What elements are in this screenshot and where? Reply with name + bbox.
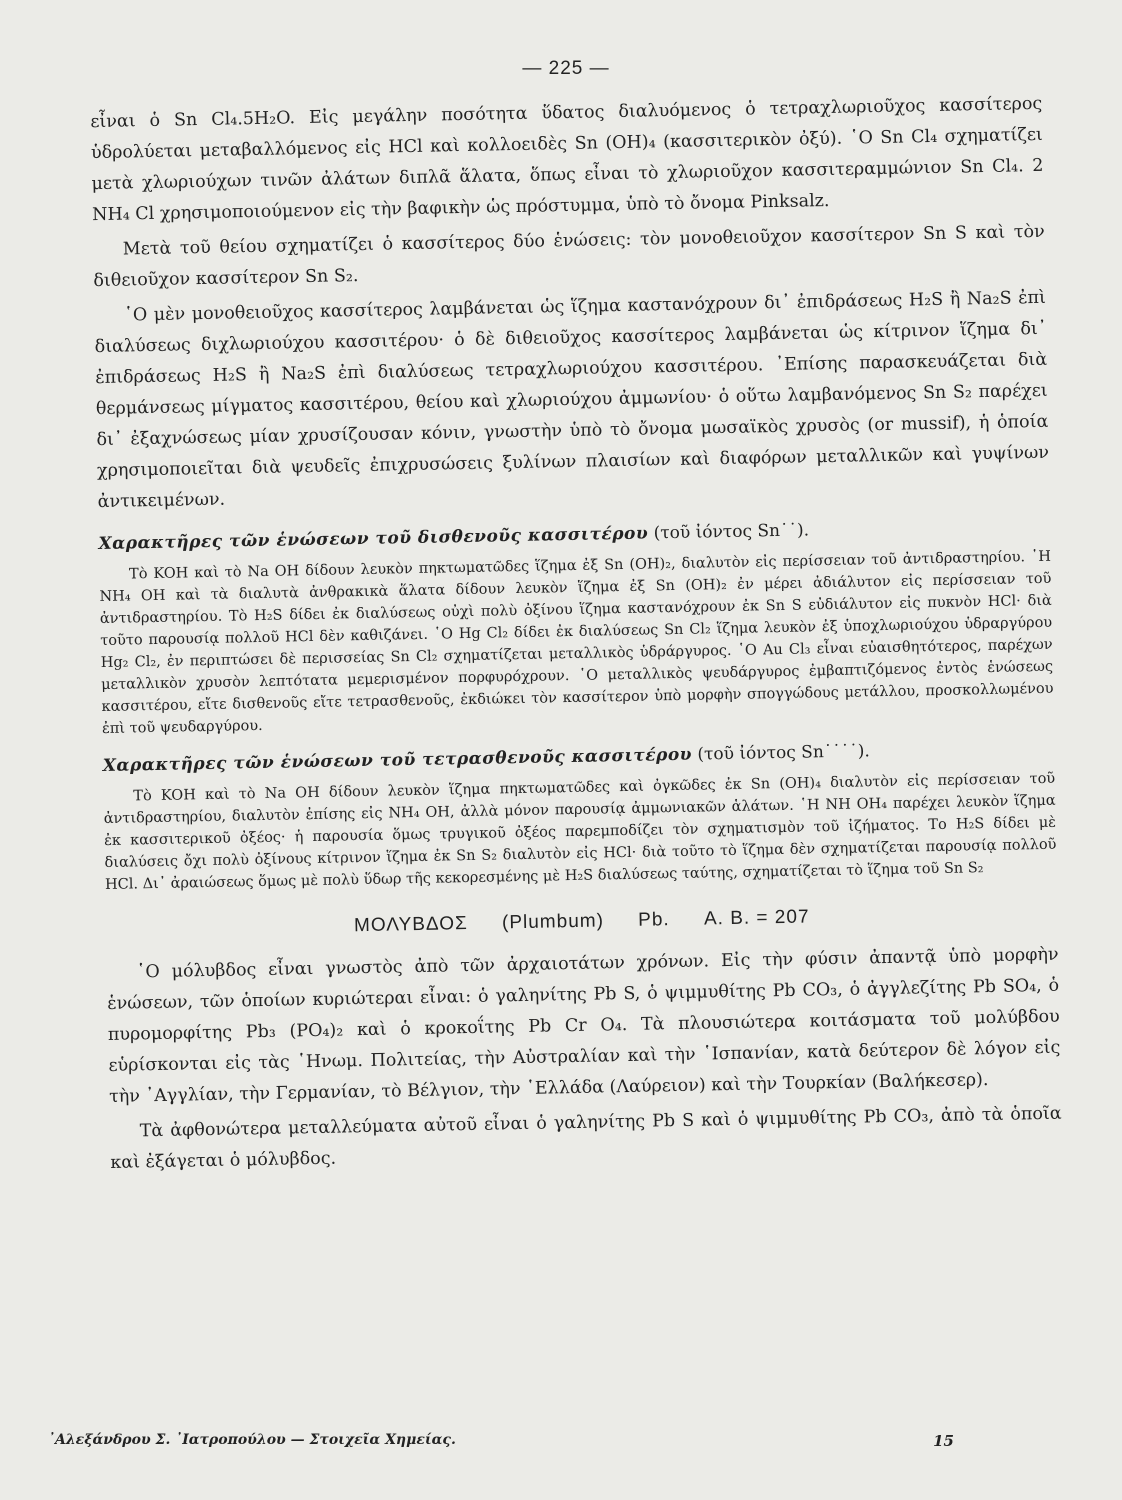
section-heading-ion: (τοῦ ἰόντος Sn˙˙˙˙). bbox=[697, 741, 871, 765]
footer-author: ᾿Αλεξάνδρου Σ. ᾿Ιατροπούλου — Στοιχεῖα Χημείας. bbox=[48, 1432, 456, 1448]
section-heading-text: Χαρακτῆρες τῶν ἑνώσεων τοῦ δισθενοῦς κασσιτέρου bbox=[98, 523, 649, 555]
section-heading-ion: (τοῦ ἰόντος Sn˙˙). bbox=[653, 520, 810, 544]
signature-mark: 15 bbox=[933, 1432, 954, 1450]
element-symbol: Pb. bbox=[638, 909, 670, 931]
page-footer bbox=[48, 1432, 954, 1450]
paragraph: εἶναι ὁ Sn Cl₄.5H₂O. Εἰς μεγάλην ποσότητα ὕδατος διαλυόμενος ὁ τετραχλωριοῦχος κασσίτερος ὑδρολύεται μεταβαλλόμενος εἰς HCl καὶ κολλοειδὲς Sn (OH)₄ (κασσιτερικὸν ὀξύ). ῾Ο Sn Cl₄ σχηματίζει μετὰ χλωριούχων τινῶν ἀλάτων διπλᾶ ἅλατα, ὅπως εἶναι τὸ χλωριοῦχον κασσιτεραμμώνιον Sn Cl₄. 2 NH₄ Cl χρησιμοποιούμενον εἰς τὴν βαφικὴν ὡς πρόστυμμα, ὑπὸ τὸ ὄνομα Pinksalz. bbox=[90, 93, 1044, 226]
element-name: ΜΟΛΥΒΔΟΣ bbox=[353, 913, 468, 937]
section-text: Τὸ KOH καὶ τὸ Na OH δίδουν λευκὸν ἵζημα πηκτωματῶδες καὶ ὀγκῶδες ἐκ Sn (OH)₄ διαλυτὸν εἰς περίσσειαν τοῦ ἀντιδραστηρίου, διαλυτὸν ἐπίσης εἰς NH₄ OH, ἀλλὰ μόνον παρουσίᾳ ἀμμωνιακῶν ἁλάτων. ῾Η NH OH₄ παρέχει λευκὸν ἵζημα ἐκ κασσιτερικοῦ ὀξέος· ἡ παρουσία ὅμως τρυγικοῦ ὀξέος παρεμποδίζει τὸν σχηματισμὸν τοῦ ἰζήματος. Το H₂S δίδει μὲ διαλύσεις ὄχι πολὺ ὀξίνους κίτρινον ἵζημα ἐκ Sn S₂ διαλυτὸν εἰς HCl· διὰ τοῦτο τὸ ἵζημα δὲν σχηματίζεται παρουσίᾳ πολλοῦ HCl. Δι᾿ ἀραιώσεως ὅμως μὲ πολὺ ὕδωρ τῆς κεκορεσμένης μὲ H₂S διαλύσεως ταύτης, σχηματίζεται τὸ ἵζημα τοῦ Sn S₂ bbox=[103, 770, 1057, 893]
paragraph: ῾Ο μόλυβδος εἶναι γνωστὸς ἀπὸ τῶν ἀρχαιοτάτων χρόνων. Εἰς τὴν φύσιν ἀπαντᾷ ὑπὸ μορφὴν ἑνώσεων, τῶν ὁποίων κυριώτεραι εἶναι: ὁ γαληνίτης Pb S, ὁ ψιμμυθίτης Pb CO₃, ὁ ἀγγλεζίτης Pb SO₄, ὁ πυρομορφίτης Pb₃ (PO₄)₂ καὶ ὁ κροκοΐτης Pb Cr O₄. Τὰ πλουσιώτερα κοιτάσματα τοῦ μολύβδου εὑρίσκονται εἰς τὰς ῾Ηνωμ. Πολιτείας, τὴν Αὐστραλίαν καὶ τὴν ῾Ισπανίαν, κατὰ δεύτερον δὲ λόγον εἰς τὴν ᾿Αγγλίαν, τὴν Γερμανίαν, τὸ Βέλγιον, τὴν ῾Ελλάδα (Λαύρειον) καὶ τὴν Τουρκίαν (Βαλήκεσερ). bbox=[107, 944, 1061, 1107]
page-number: — 225 — bbox=[522, 58, 610, 79]
element-atomic-weight: Α. Β. = 207 bbox=[703, 906, 810, 930]
paragraph: Μετὰ τοῦ θείου σχηματίζει ὁ κασσίτερος δύο ἑνώσεις: τὸν μονοθειοῦχον κασσίτερον Sn S καὶ τὸν διθειοῦχον κασσίτερον Sn S₂. bbox=[93, 221, 1045, 292]
element-title bbox=[106, 902, 1058, 942]
element-latin-name: (Plumbum) bbox=[501, 910, 605, 934]
page-body bbox=[90, 89, 1062, 1179]
paragraph: ῾Ο μὲν μονοθειοῦχος κασσίτερος λαμβάνεται ὡς ἵζημα καστανόχρουν δι᾿ ἐπιδράσεως H₂S ἢ Na₂S ἐπὶ διαλύσεως διχλωριούχου κασσιτέρου· ὁ δὲ διθειοῦχος κασσίτερος λαμβάνεται ὡς κίτρινον ἵζημα δι᾿ ἐπιδράσεως H₂S ἢ Na₂S ἐπὶ διαλύσεως τετραχλωριούχου κασσιτέρου. ᾿Επίσης παρασκευάζεται διὰ θερμάνσεως μίγματος κασσιτέρου, θείου καὶ χλωριούχου ἀμμωνίου· ὁ οὕτω λαμβανόμενος Sn S₂ παρέχει δι᾿ ἐξαχνώσεως μίαν χρυσίζουσαν κόνιν, γνωστὴν ὑπὸ τὸ ὄνομα μωσαϊκὸς χρυσὸς (or mussif), ἡ ὁποία χρησιμοποιεῖται διὰ ψευδεῖς ἐπιχρυσώσεις ξυλίνων πλαισίων καὶ διαφόρων μεταλλικῶν καὶ γυψίνων ἀντικειμένων. bbox=[94, 287, 1050, 513]
section-text: Τὸ KOH καὶ τὸ Na OH δίδουν λευκὸν πηκτωματῶδες ἵζημα ἐξ Sn (OH)₂, διαλυτὸν εἰς περίσσειαν τοῦ ἀντιδραστηρίου. ῾Η NH₄ OH καὶ τὰ διαλυτὰ ἀνθρακικὰ ἅλατα δίδουν λευκὸν ἵζημα ἐξ Sn (OH)₂ ἐν μέρει ἀδιάλυτον εἰς περίσσειαν τοῦ ἀντιδραστηρίου. Τὸ H₂S δίδει ἐκ διαλύσεως οὐχὶ πολὺ ὀξίνου ἵζημα καστανόχρουν ἐκ Sn S εὐδιάλυτον εἰς πυκνὸν HCl· διὰ τοῦτο παρουσίᾳ πολλοῦ HCl δὲν καθιζάνει. ῾Ο Hg Cl₂ δίδει ἐκ διαλύσεως Sn Cl₂ ἵζημα λευκὸν ἐξ ὑποχλωριούχου ὑδραργύρου Hg₂ Cl₂, ἐν περιπτώσει δὲ περισσείας Sn Cl₂ σχηματίζεται μεταλλικὸς ὑδράργυρος. ῾Ο Au Cl₃ εἶναι εὐαισθητότερος, παρέχων μεταλλικὸν χρυσὸν λεπτότατα μεμερισμένον πορφυρόχρουν. ῾Ο μεταλλικὸς ψευδάργυρος ἐμβαπτιζόμενος ἐντὸς ἑνώσεως κασσιτέρου, εἴτε δισθενοῦς εἴτε τετρασθενοῦς, ἐκδιώκει τὸν κασσίτερον ὑπὸ μορφὴν σπογγώδους μετάλλου, προσκολλωμένου ἐπὶ τοῦ ψευδαργύρου. bbox=[99, 548, 1054, 738]
paragraph: Τὰ ἀφθονώτερα μεταλλεύματα αὐτοῦ εἶναι ὁ γαληνίτης Pb S καὶ ὁ ψιμμυθίτης Pb CO₃, ἀπὸ τὰ ὁποῖα καὶ ἐξάγεται ὁ μόλυβδος. bbox=[110, 1103, 1062, 1173]
section-heading-text: Χαρακτῆρες τῶν ἑνώσεων τοῦ τετρασθενοῦς κασσιτέρου bbox=[102, 744, 693, 777]
